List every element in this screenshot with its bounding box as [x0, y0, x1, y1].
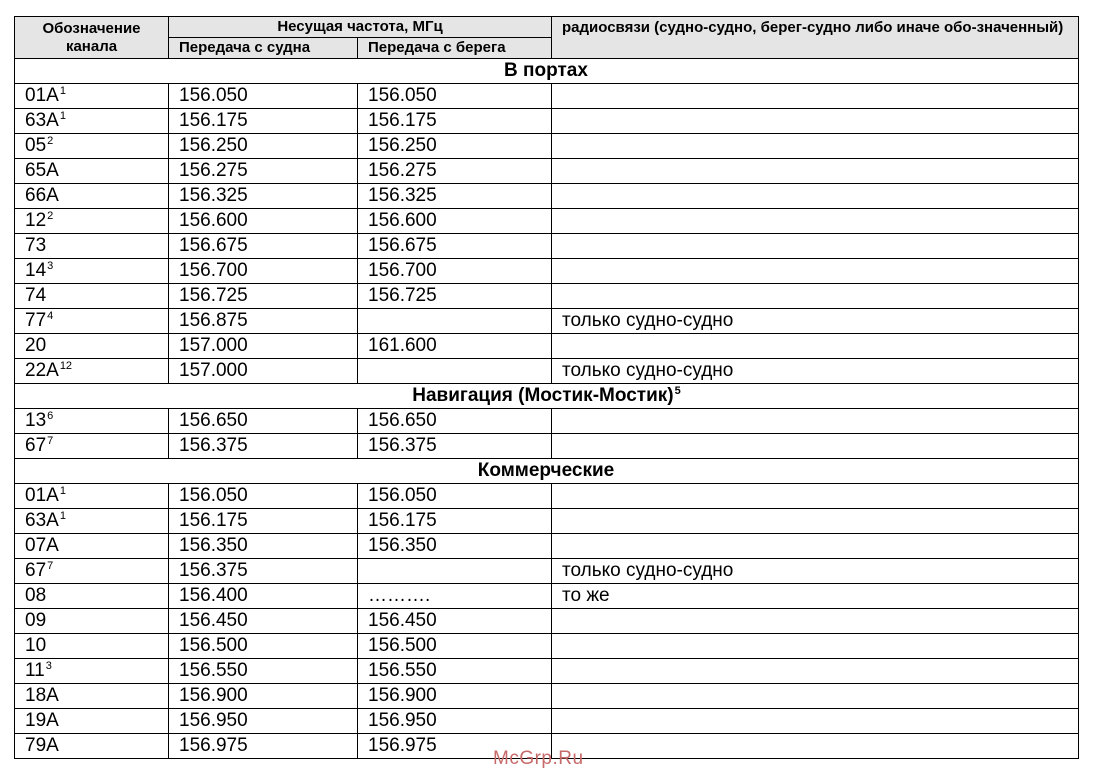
channel-cell-footnote: 2 — [47, 209, 54, 222]
tx-shore-cell-text: 156.675 — [368, 235, 437, 256]
note-cell — [552, 109, 1079, 134]
tx-shore-cell — [358, 509, 552, 534]
channel-cell-text: 01A — [25, 85, 59, 106]
header-carrier-frequency: Несущая частота, МГц — [169, 17, 552, 38]
tx-shore-cell-text: 156.950 — [368, 710, 437, 731]
section-title — [15, 459, 1079, 484]
channel-cell-text: 01A — [25, 485, 59, 506]
tx-shore-cell — [358, 309, 552, 334]
channel-cell-text: 67 — [25, 435, 47, 456]
channel-cell-footnote: 3 — [47, 259, 54, 272]
tx-shore-cell-text: 156.375 — [368, 435, 437, 456]
tx-ship-cell-text: 156.950 — [179, 710, 248, 731]
tx-shore-cell-text: 156.350 — [368, 535, 437, 556]
note-cell — [552, 434, 1079, 459]
tx-shore-cell — [358, 534, 552, 559]
note-cell — [552, 234, 1079, 259]
tx-ship-cell — [169, 709, 358, 734]
table-row — [15, 584, 1079, 609]
channel-cell-text: 20 — [25, 335, 47, 356]
channel-cell-text: 13 — [25, 410, 47, 431]
tx-ship-cell-text: 156.500 — [179, 635, 248, 656]
note-cell — [552, 534, 1079, 559]
tx-ship-cell-text: 157.000 — [179, 335, 248, 356]
note-cell — [552, 134, 1079, 159]
note-cell — [552, 309, 1079, 334]
channel-cell-footnote: 12 — [59, 359, 73, 372]
channel-cell-footnote: 6 — [47, 409, 54, 422]
channel-cell-text: 08 — [25, 585, 47, 606]
tx-shore-cell — [358, 359, 552, 384]
tx-ship-cell — [169, 409, 358, 434]
tx-ship-cell — [169, 509, 358, 534]
tx-shore-cell — [358, 634, 552, 659]
channel-cell-text: 18A — [25, 685, 59, 706]
tx-ship-cell — [169, 209, 358, 234]
tx-shore-cell-text: 156.600 — [368, 210, 437, 231]
header-tx-shore: Передача с берега — [358, 38, 552, 59]
section-title — [15, 384, 1079, 409]
tx-shore-cell — [358, 709, 552, 734]
table-row — [15, 234, 1079, 259]
tx-ship-cell-text: 156.875 — [179, 310, 248, 331]
tx-ship-cell — [169, 534, 358, 559]
channel-cell-text: 07A — [25, 535, 59, 556]
tx-shore-cell — [358, 334, 552, 359]
tx-shore-cell — [358, 434, 552, 459]
tx-ship-cell-text: 156.700 — [179, 260, 248, 281]
channel-cell-text: 73 — [25, 235, 47, 256]
tx-shore-cell — [358, 109, 552, 134]
tx-ship-cell — [169, 734, 358, 759]
watermark: McGrp.Ru — [493, 748, 584, 769]
tx-shore-cell — [358, 259, 552, 284]
tx-shore-cell — [358, 684, 552, 709]
tx-shore-cell — [358, 559, 552, 584]
tx-ship-cell-text: 156.725 — [179, 285, 248, 306]
channel-cell — [15, 534, 169, 559]
tx-ship-cell — [169, 609, 358, 634]
note-cell — [552, 159, 1079, 184]
channel-cell-text: 12 — [25, 210, 47, 231]
table-row — [15, 259, 1079, 284]
tx-ship-cell — [169, 259, 358, 284]
table-row — [15, 334, 1079, 359]
channel-cell-text: 22A — [25, 360, 59, 381]
channel-cell — [15, 684, 169, 709]
tx-ship-cell — [169, 659, 358, 684]
note-cell — [552, 609, 1079, 634]
channel-cell-text: 14 — [25, 260, 47, 281]
note-cell — [552, 409, 1079, 434]
tx-ship-cell — [169, 434, 358, 459]
note-cell — [552, 709, 1079, 734]
channel-cell-text: 05 — [25, 135, 47, 156]
tx-shore-cell-text: 156.450 — [368, 610, 437, 631]
tx-shore-cell-text: 156.700 — [368, 260, 437, 281]
tx-ship-cell — [169, 134, 358, 159]
channel-cell-footnote: 7 — [47, 434, 54, 447]
note-cell — [552, 259, 1079, 284]
tx-ship-cell — [169, 584, 358, 609]
channel-cell-text: 65A — [25, 160, 59, 181]
tx-shore-cell-text: ………. — [368, 585, 431, 606]
header-communication-type: радиосвязи (судно-судно, берег-судно либо иначе обо-значенный) — [552, 17, 1079, 59]
table-row — [15, 684, 1079, 709]
tx-shore-cell-text: 156.500 — [368, 635, 437, 656]
section-title — [15, 59, 1079, 84]
tx-ship-cell-text: 156.400 — [179, 585, 248, 606]
tx-ship-cell-text: 156.375 — [179, 560, 248, 581]
channel-cell — [15, 284, 169, 309]
tx-shore-cell — [358, 659, 552, 684]
note-cell — [552, 509, 1079, 534]
tx-shore-cell — [358, 209, 552, 234]
channel-cell — [15, 159, 169, 184]
tx-shore-cell-text: 156.650 — [368, 410, 437, 431]
channel-cell-footnote: 1 — [59, 509, 66, 522]
tx-ship-cell-text: 156.650 — [179, 410, 248, 431]
channel-cell-text: 74 — [25, 285, 47, 306]
table-row — [15, 109, 1079, 134]
channel-cell — [15, 184, 169, 209]
tx-ship-cell — [169, 284, 358, 309]
channel-cell — [15, 334, 169, 359]
channel-cell-text: 11 — [25, 660, 45, 681]
channel-cell — [15, 434, 169, 459]
table-row — [15, 434, 1079, 459]
table-row — [15, 559, 1079, 584]
channel-cell — [15, 109, 169, 134]
table-row — [15, 359, 1079, 384]
channel-cell-text: 66A — [25, 185, 59, 206]
tx-ship-cell — [169, 634, 358, 659]
section-header — [15, 59, 1079, 84]
channel-cell-footnote: 1 — [59, 484, 66, 497]
table-row — [15, 159, 1079, 184]
channel-cell — [15, 709, 169, 734]
note-cell — [552, 334, 1079, 359]
channel-cell-text: 63A — [25, 110, 59, 131]
note-cell — [552, 584, 1079, 609]
note-cell — [552, 184, 1079, 209]
tx-shore-cell — [358, 159, 552, 184]
channel-cell-footnote: 1 — [59, 84, 66, 97]
tx-ship-cell-text: 156.250 — [179, 135, 248, 156]
header-tx-ship: Передача с судна — [169, 38, 358, 59]
tx-ship-cell — [169, 309, 358, 334]
tx-ship-cell — [169, 334, 358, 359]
channel-cell-footnote: 4 — [47, 309, 54, 322]
tx-ship-cell — [169, 109, 358, 134]
table-row — [15, 184, 1079, 209]
tx-ship-cell — [169, 559, 358, 584]
header-row-1 — [15, 17, 1079, 38]
channel-cell — [15, 734, 169, 759]
tx-ship-cell-text: 156.175 — [179, 110, 248, 131]
channel-cell-footnote: 2 — [47, 134, 54, 147]
note-cell — [552, 359, 1079, 384]
tx-ship-cell-text: 156.600 — [179, 210, 248, 231]
channel-cell-text: 67 — [25, 560, 47, 581]
table-row — [15, 509, 1079, 534]
tx-shore-cell-text: 156.050 — [368, 85, 437, 106]
table-row — [15, 609, 1079, 634]
table-row — [15, 634, 1079, 659]
tx-shore-cell-text: 156.250 — [368, 135, 437, 156]
channel-cell — [15, 234, 169, 259]
channel-table — [14, 16, 1079, 759]
tx-shore-cell — [358, 609, 552, 634]
note-cell — [552, 209, 1079, 234]
note-cell — [552, 484, 1079, 509]
channel-cell-footnote: 1 — [59, 109, 66, 122]
channel-cell — [15, 359, 169, 384]
section-header — [15, 384, 1079, 409]
tx-ship-cell-text: 156.550 — [179, 660, 248, 681]
tx-ship-cell — [169, 359, 358, 384]
tx-ship-cell — [169, 84, 358, 109]
tx-ship-cell-text: 156.375 — [179, 435, 248, 456]
channel-cell — [15, 309, 169, 334]
note-cell — [552, 559, 1079, 584]
tx-ship-cell-text: 156.975 — [179, 735, 248, 756]
section-title-footnote: 5 — [674, 384, 681, 397]
tx-ship-cell — [169, 684, 358, 709]
channel-cell — [15, 609, 169, 634]
section-header — [15, 459, 1079, 484]
tx-shore-cell — [358, 409, 552, 434]
tx-shore-cell-text: 156.050 — [368, 485, 437, 506]
tx-shore-cell-text: 156.975 — [368, 735, 437, 756]
tx-ship-cell-text: 156.325 — [179, 185, 248, 206]
channel-cell-text: 63A — [25, 510, 59, 531]
table-row — [15, 284, 1079, 309]
tx-ship-cell — [169, 234, 358, 259]
table-row — [15, 709, 1079, 734]
table-row — [15, 484, 1079, 509]
note-cell-text: то же — [562, 585, 610, 606]
channel-cell-footnote: 7 — [47, 559, 54, 572]
tx-shore-cell-text: 161.600 — [368, 335, 437, 356]
tx-ship-cell-text: 156.050 — [179, 485, 248, 506]
tx-ship-cell-text: 156.675 — [179, 235, 248, 256]
tx-shore-cell-text: 156.900 — [368, 685, 437, 706]
channel-cell — [15, 84, 169, 109]
tx-ship-cell — [169, 184, 358, 209]
channel-cell — [15, 484, 169, 509]
note-cell — [552, 84, 1079, 109]
note-cell-text: только судно-судно — [562, 360, 734, 381]
table-row — [15, 409, 1079, 434]
note-cell — [552, 284, 1079, 309]
note-cell — [552, 659, 1079, 684]
tx-shore-cell-text: 156.325 — [368, 185, 437, 206]
tx-shore-cell — [358, 184, 552, 209]
tx-shore-cell — [358, 284, 552, 309]
channel-cell — [15, 634, 169, 659]
tx-shore-cell-text: 156.550 — [368, 660, 437, 681]
tx-shore-cell — [358, 234, 552, 259]
channel-cell — [15, 659, 169, 684]
note-cell — [552, 634, 1079, 659]
channel-cell-text: 79A — [25, 735, 59, 756]
section-title-text: В портах — [504, 60, 588, 81]
channel-cell-footnote: 3 — [45, 659, 52, 672]
channel-cell — [15, 134, 169, 159]
tx-ship-cell — [169, 484, 358, 509]
channel-cell — [15, 509, 169, 534]
section-title-text: Коммерческие — [477, 460, 615, 481]
tx-ship-cell-text: 156.050 — [179, 85, 248, 106]
tx-ship-cell-text: 156.175 — [179, 510, 248, 531]
tx-ship-cell-text: 156.450 — [179, 610, 248, 631]
tx-shore-cell-text: 156.725 — [368, 285, 437, 306]
channel-cell-text: 77 — [25, 310, 47, 331]
channel-cell — [15, 209, 169, 234]
note-cell — [552, 684, 1079, 709]
note-cell-text: только судно-судно — [562, 310, 734, 331]
table-row — [15, 134, 1079, 159]
tx-shore-cell-text: 156.175 — [368, 110, 437, 131]
table-row — [15, 84, 1079, 109]
table-row — [15, 534, 1079, 559]
tx-shore-cell-text: 156.175 — [368, 510, 437, 531]
tx-ship-cell-text: 157.000 — [179, 360, 248, 381]
tx-shore-cell — [358, 134, 552, 159]
channel-cell — [15, 409, 169, 434]
tx-ship-cell-text: 156.900 — [179, 685, 248, 706]
channel-cell — [15, 584, 169, 609]
header-designation: Обозначение канала — [15, 17, 169, 59]
channel-cell-text: 19A — [25, 710, 59, 731]
channel-cell — [15, 559, 169, 584]
table-row — [15, 309, 1079, 334]
tx-ship-cell — [169, 159, 358, 184]
tx-shore-cell-text: 156.275 — [368, 160, 437, 181]
tx-shore-cell — [358, 484, 552, 509]
tx-shore-cell — [358, 584, 552, 609]
tx-ship-cell-text: 156.275 — [179, 160, 248, 181]
section-title-text: Навигация (Мостик-Мостик) — [412, 385, 674, 406]
channel-cell — [15, 259, 169, 284]
note-cell — [552, 734, 1079, 759]
table-row — [15, 659, 1079, 684]
channel-cell-text: 10 — [25, 635, 47, 656]
tx-shore-cell — [358, 84, 552, 109]
table-row — [15, 209, 1079, 234]
note-cell-text: только судно-судно — [562, 560, 734, 581]
tx-ship-cell-text: 156.350 — [179, 535, 248, 556]
channel-cell-text: 09 — [25, 610, 47, 631]
